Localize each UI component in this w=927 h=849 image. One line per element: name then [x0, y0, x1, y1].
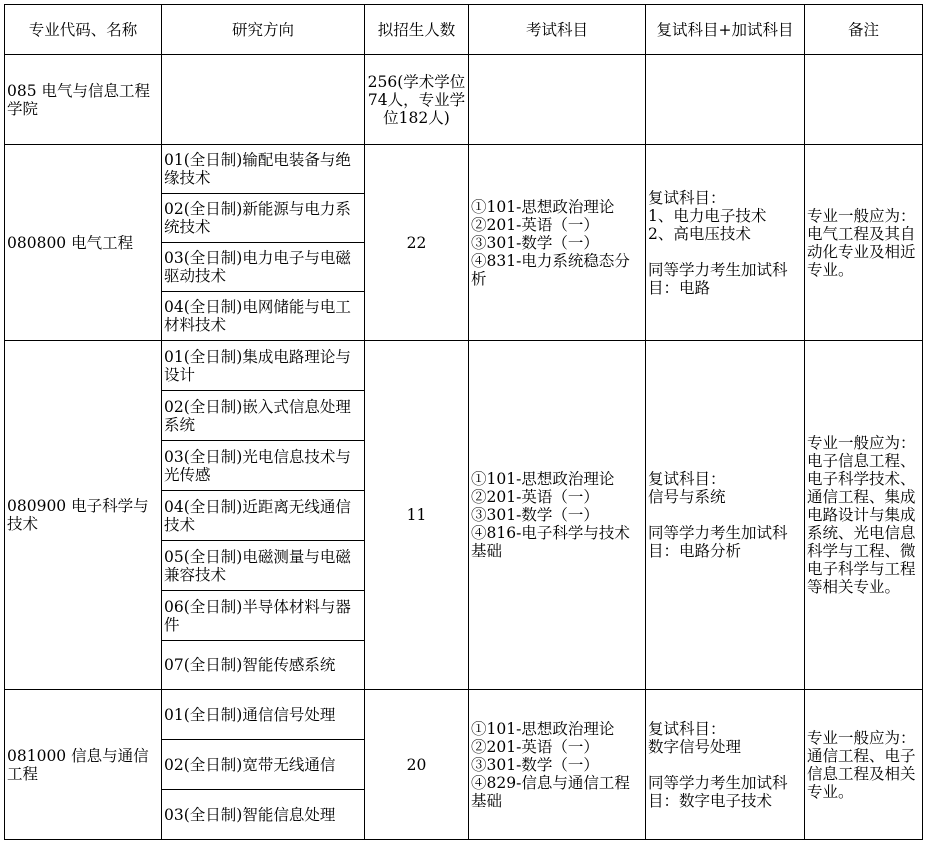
exam-subjects: [469, 341, 646, 690]
exam-subjects: [469, 690, 646, 840]
research-direction: 01(全日制)集成电路理论与设计: [162, 341, 365, 391]
exam-subject: ①101-思想政治理论: [471, 719, 615, 738]
major-note: 专业一般应为：通信工程、电子信息工程及相关专业。: [805, 690, 923, 840]
research-direction: 05(全日制)电磁测量与电磁兼容技术: [162, 541, 365, 591]
research-direction: 04(全日制)近距离无线通信技术: [162, 491, 365, 541]
retest-text: 复试科目： 信号与系统: [648, 470, 726, 506]
research-direction: 01(全日制)输配电装备与绝缘技术: [162, 145, 365, 194]
table-row: [5, 341, 923, 391]
majors-body: [5, 145, 923, 840]
extra-exam-text: 同等学力考生加试科目：电路: [648, 260, 788, 297]
spacer: [648, 756, 802, 774]
exam-subject: ②201-英语（一）: [471, 215, 599, 234]
header-quota: 拟招生人数: [365, 5, 469, 55]
research-direction: 03(全日制)电力电子与电磁驱动技术: [162, 243, 365, 292]
major-code: 080900 电子科学与技术: [5, 341, 162, 690]
school-name: 085 电气与信息工程学院: [5, 55, 162, 145]
major-code: 080800 电气工程: [5, 145, 162, 341]
major-note: 专业一般应为：电子信息工程、电子科学技术、通信工程、集成电路设计与集成系统、光电信息科学与工程、微电子科学与工程等相关专业。: [805, 341, 923, 690]
school-direction-empty: [162, 55, 365, 145]
retest-subjects: [646, 341, 805, 690]
header-note: 备注: [805, 5, 923, 55]
research-direction: 02(全日制)嵌入式信息处理系统: [162, 391, 365, 441]
exam-subjects: [469, 145, 646, 341]
school-quota: 256(学术学位74人，专业学位182人): [365, 55, 469, 145]
major-quota: 11: [365, 341, 469, 690]
major-note: 专业一般应为：电气工程及其自动化专业及相近专业。: [805, 145, 923, 341]
table-row: [5, 690, 923, 740]
spacer: [648, 243, 802, 261]
header-retest: 复试科目+加试科目: [646, 5, 805, 55]
exam-subject: ③301-数学（一）: [471, 755, 599, 774]
exam-subject: ①101-思想政治理论: [471, 197, 615, 216]
school-retest-empty: [646, 55, 805, 145]
header-row: [5, 5, 923, 55]
research-direction: 07(全日制)智能传感系统: [162, 641, 365, 690]
school-note-empty: [805, 55, 923, 145]
spacer: [648, 506, 802, 524]
extra-exam-text: 同等学力考生加试科目：数字电子技术: [648, 773, 788, 810]
major-quota: 20: [365, 690, 469, 840]
major-quota: 22: [365, 145, 469, 341]
retest-subjects: [646, 690, 805, 840]
exam-subject: ③301-数学（一）: [471, 506, 599, 524]
school-row: [5, 55, 923, 145]
extra-exam-text: 同等学力考生加试科目：电路分析: [648, 524, 788, 560]
research-direction: 01(全日制)通信信号处理: [162, 690, 365, 740]
retest-text: 复试科目： 数字信号处理: [648, 719, 742, 756]
retest-subjects: [646, 145, 805, 341]
header-direction: 研究方向: [162, 5, 365, 55]
major-code: 081000 信息与通信工程: [5, 690, 162, 840]
exam-subject: ②201-英语（一）: [471, 488, 599, 506]
research-direction: 03(全日制)智能信息处理: [162, 790, 365, 840]
exam-subject: ④831-电力系统稳态分析: [471, 251, 630, 288]
header-exam: 考试科目: [469, 5, 646, 55]
exam-subject: ④816-电子科学与技术基础: [471, 524, 630, 560]
exam-subject: ①101-思想政治理论: [471, 470, 615, 488]
exam-subject: ③301-数学（一）: [471, 233, 599, 252]
retest-text: 复试科目： 1、电力电子技术 2、高电压技术: [648, 188, 767, 243]
exam-subject: ④829-信息与通信工程基础: [471, 773, 630, 810]
research-direction: 04(全日制)电网储能与电工材料技术: [162, 292, 365, 341]
header-code: 专业代码、名称: [5, 5, 162, 55]
research-direction: 02(全日制)新能源与电力系统技术: [162, 194, 365, 243]
research-direction: 02(全日制)宽带无线通信: [162, 740, 365, 790]
research-direction: 03(全日制)光电信息技术与光传感: [162, 441, 365, 491]
exam-subject: ②201-英语（一）: [471, 737, 599, 756]
research-direction: 06(全日制)半导体材料与器件: [162, 591, 365, 641]
school-exam-empty: [469, 55, 646, 145]
admissions-table: [4, 4, 923, 840]
table-row: [5, 145, 923, 194]
